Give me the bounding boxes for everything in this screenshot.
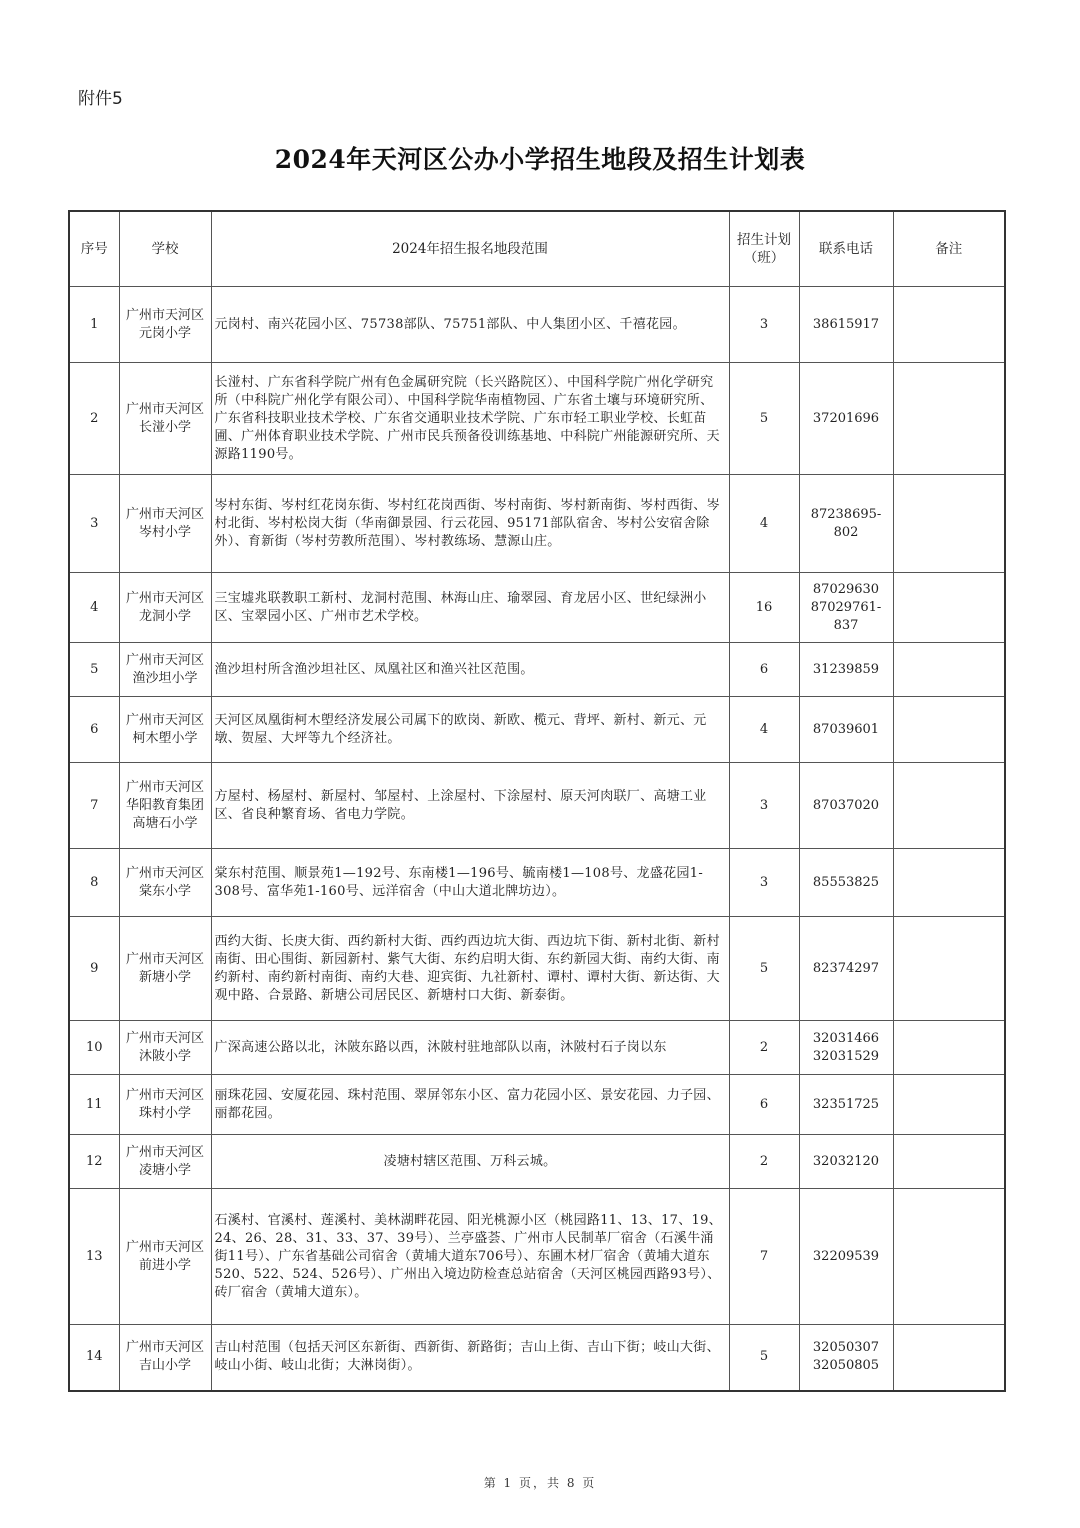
- table-row: [69, 763, 1005, 849]
- contact-phone: [799, 363, 893, 475]
- school-name-line1: 广州市天河区: [125, 1340, 204, 1356]
- remark: [893, 697, 1005, 763]
- table-row: [69, 1075, 1005, 1135]
- row-number: 12: [69, 1135, 119, 1189]
- phone-line-1: 31239859: [812, 661, 880, 677]
- phone-line-2: 32050805: [812, 1358, 880, 1374]
- phone-line-1: 32351725: [812, 1096, 880, 1112]
- class-plan: 5: [729, 917, 799, 1021]
- row-number: 9: [69, 917, 119, 1021]
- remark: [893, 763, 1005, 849]
- class-plan: 4: [729, 475, 799, 573]
- enrollment-range: 凌塘村辖区范围、万科云城。: [211, 1135, 729, 1189]
- header-no: 序号: [69, 211, 119, 287]
- row-number: 5: [69, 643, 119, 697]
- enrollment-range: 长湴村、广东省科学院广州有色金属研究院（长兴路院区）、中国科学院广州化学研究所（中科院广州化学有限公司）、中国科学院华南植物园、广东省土壤与环境研究所、广东省科技职业技术学校、广东省交通职业技术学院、广东市轻工职业学校、长虹苗圃、广州体育职业技术学院、广州市民兵预备役训练基地、中科院广州能源研究所、天源路1190号。: [211, 363, 729, 475]
- enrollment-range: 岑村东街、岑村红花岗东街、岑村红花岗西街、岑村南街、岑村新南街、岑村西街、岑村北街、岑村松岗大街（华南御景园、行云花园、95171部队宿舍、岑村公安宿舍除外）、育新街（岑村劳教所范围）、岑村教练场、慧源山庄。: [211, 475, 729, 573]
- school-name-line2: 前进小学: [138, 1257, 191, 1273]
- school-name: [119, 363, 211, 475]
- enrollment-range: 天河区凤凰街柯木塱经济发展公司属下的欧岗、新欧、榄元、背坪、新村、新元、元墩、贺屋、大坪等九个经济社。: [211, 697, 729, 763]
- school-name-line2: 岑村小学: [138, 524, 191, 540]
- row-number: 13: [69, 1189, 119, 1325]
- class-plan: 5: [729, 363, 799, 475]
- contact-phone: [799, 287, 893, 363]
- page-title: 2024年天河区公办小学招生地段及招生计划表: [274, 145, 806, 174]
- remark: [893, 287, 1005, 363]
- school-name-line1: 广州市天河区: [125, 506, 204, 522]
- class-plan: 7: [729, 1189, 799, 1325]
- table-row: [69, 287, 1005, 363]
- remark: [893, 917, 1005, 1021]
- phone-line-1: 38615917: [812, 316, 880, 332]
- school-name-line1: 广州市天河区: [125, 307, 204, 323]
- row-number: 11: [69, 1075, 119, 1135]
- row-number: 10: [69, 1021, 119, 1075]
- phone-line-1: 85553825: [812, 874, 880, 890]
- school-name: [119, 1021, 211, 1075]
- table-row: [69, 573, 1005, 643]
- enrollment-range: 石溪村、官溪村、莲溪村、美林湖畔花园、阳光桃源小区（桃园路11、13、17、19、24、26、28、31、33、37、39号）、兰亭盛荟、广州市人民制革厂宿舍（石溪牛涌街11号）、广东省基础公司宿舍（黄埔大道东706号）、东圃木材厂宿舍（黄埔大道东520、522、524、526号）、广州出入境边防检查总站宿舍（天河区桃园西路93号）、砖厂宿舍（黄埔大道东）。: [211, 1189, 729, 1325]
- school-name: [119, 763, 211, 849]
- contact-phone: [799, 697, 893, 763]
- enrollment-range: 丽珠花园、安厦花园、珠村范围、翠屏邻东小区、富力花园小区、景安花园、力子园、丽都花园。: [211, 1075, 729, 1135]
- row-number: 7: [69, 763, 119, 849]
- enrollment-plan-table: [68, 210, 1006, 1392]
- class-plan: 3: [729, 763, 799, 849]
- remark: [893, 475, 1005, 573]
- phone-line-1: 87029630: [812, 581, 880, 597]
- contact-phone: [799, 763, 893, 849]
- school-name: [119, 573, 211, 643]
- remark: [893, 1325, 1005, 1391]
- school-name: [119, 1135, 211, 1189]
- remark: [893, 849, 1005, 917]
- contact-phone: [799, 573, 893, 643]
- school-name-line1: 广州市天河区: [125, 1144, 204, 1160]
- remark: [893, 1135, 1005, 1189]
- enrollment-range: 吉山村范围（包括天河区东新街、西新街、新路街；吉山上街、吉山下街；岐山大街、岐山小街、岐山北街；大淋岗街）。: [211, 1325, 729, 1391]
- row-number: 4: [69, 573, 119, 643]
- school-name: [119, 1189, 211, 1325]
- remark: [893, 573, 1005, 643]
- class-plan: 2: [729, 1135, 799, 1189]
- phone-line-1: 82374297: [812, 960, 880, 976]
- remark: [893, 1021, 1005, 1075]
- phone-line-1: 87039601: [812, 721, 880, 737]
- contact-phone: [799, 917, 893, 1021]
- page-footer: 第 1 页，共 8 页: [483, 1476, 597, 1490]
- school-name-line2: 新塘小学: [138, 969, 191, 985]
- school-name-line2: 元岗小学: [138, 325, 191, 341]
- school-name-line1: 广州市天河区: [125, 779, 204, 795]
- table-row: [69, 1135, 1005, 1189]
- contact-phone: [799, 1075, 893, 1135]
- phone-line-1: 32209539: [812, 1248, 880, 1264]
- row-number: 2: [69, 363, 119, 475]
- header-remark: 备注: [893, 211, 1005, 287]
- row-number: 6: [69, 697, 119, 763]
- contact-phone: [799, 1325, 893, 1391]
- school-name-line1: 广州市天河区: [125, 652, 204, 668]
- class-plan: 2: [729, 1021, 799, 1075]
- table-header-row: [69, 211, 1005, 287]
- school-name-line2: 长湴小学: [138, 419, 191, 435]
- table-row: [69, 849, 1005, 917]
- header-plan-line2: （班）: [743, 250, 785, 266]
- class-plan: 3: [729, 849, 799, 917]
- table-row: [69, 697, 1005, 763]
- enrollment-range: 方屋村、杨屋村、新屋村、邹屋村、上涂屋村、下涂屋村、原天河肉联厂、高塘工业区、省良种繁育场、省电力学院。: [211, 763, 729, 849]
- header-plan: [729, 211, 799, 287]
- header-phone: 联系电话: [799, 211, 893, 287]
- table-row: [69, 1189, 1005, 1325]
- school-name-line2: 龙洞小学: [138, 608, 191, 624]
- school-name-line2: 棠东小学: [138, 883, 191, 899]
- remark: [893, 1075, 1005, 1135]
- school-name: [119, 475, 211, 573]
- enrollment-range: 三宝墟兆联教职工新村、龙洞村范围、林海山庄、瑜翠园、育龙居小区、世纪绿洲小区、宝翠园小区、广州市艺术学校。: [211, 573, 729, 643]
- contact-phone: [799, 1189, 893, 1325]
- school-name-line1: 广州市天河区: [125, 590, 204, 606]
- table-row: [69, 1325, 1005, 1391]
- school-name-line2: 华阳教育集团: [125, 797, 204, 813]
- row-number: 8: [69, 849, 119, 917]
- school-name-line2: 沐陂小学: [138, 1048, 191, 1064]
- row-number: 3: [69, 475, 119, 573]
- school-name-line1: 广州市天河区: [125, 1087, 204, 1103]
- school-name: [119, 1075, 211, 1135]
- phone-line-2: 87029761-837: [810, 599, 882, 633]
- school-name: [119, 287, 211, 363]
- school-name-line1: 广州市天河区: [125, 1030, 204, 1046]
- phone-line-1: 37201696: [812, 410, 880, 426]
- phone-line-1: 87037020: [812, 797, 880, 813]
- class-plan: 3: [729, 287, 799, 363]
- school-name: [119, 849, 211, 917]
- school-name-line2: 柯木塱小学: [132, 730, 198, 746]
- school-name-line2: 凌塘小学: [138, 1162, 191, 1178]
- contact-phone: [799, 1021, 893, 1075]
- school-name-line3: 高塘石小学: [132, 815, 198, 831]
- school-name-line2: 渔沙坦小学: [132, 670, 198, 686]
- enrollment-range: 元岗村、南兴花园小区、75738部队、75751部队、中人集团小区、千禧花园。: [211, 287, 729, 363]
- enrollment-range: 广深高速公路以北，沐陂东路以西，沐陂村驻地部队以南，沐陂村石子岗以东: [211, 1021, 729, 1075]
- enrollment-range: 棠东村范围、顺景苑1—192号、东南楼1—196号、毓南楼1—108号、龙盛花园1-308号、富华苑1-160号、远洋宿舍（中山大道北牌坊边）。: [211, 849, 729, 917]
- enrollment-range: 西约大街、长庚大街、西约新村大街、西约西边坑大街、西边坑下街、新村北街、新村南街、田心围街、新园新村、紫气大街、东约启明大街、东约新园大街、南约大街、南约新村、南约新村南街、南约大巷、迎宾街、九社新村、谭村、谭村大街、新达街、大观中路、合景路、新塘公司居民区、新塘村口大街、新泰街。: [211, 917, 729, 1021]
- school-name-line1: 广州市天河区: [125, 951, 204, 967]
- table-row: [69, 363, 1005, 475]
- table-row: [69, 643, 1005, 697]
- table-row: [69, 1021, 1005, 1075]
- school-name-line1: 广州市天河区: [125, 401, 204, 417]
- phone-line-1: 32031466: [812, 1030, 880, 1046]
- class-plan: 5: [729, 1325, 799, 1391]
- remark: [893, 643, 1005, 697]
- school-name-line1: 广州市天河区: [125, 712, 204, 728]
- attachment-label: 附件5: [78, 89, 123, 109]
- row-number: 14: [69, 1325, 119, 1391]
- school-name: [119, 1325, 211, 1391]
- school-name: [119, 697, 211, 763]
- phone-line-1: 32050307: [812, 1340, 880, 1356]
- school-name-line1: 广州市天河区: [125, 1239, 204, 1255]
- header-school: 学校: [119, 211, 211, 287]
- table-row: [69, 917, 1005, 1021]
- row-number: 1: [69, 287, 119, 363]
- enrollment-range: 渔沙坦村所含渔沙坦社区、凤凰社区和渔兴社区范围。: [211, 643, 729, 697]
- class-plan: 6: [729, 643, 799, 697]
- school-name-line2: 珠村小学: [138, 1105, 191, 1121]
- header-range: 2024年招生报名地段范围: [211, 211, 729, 287]
- class-plan: 6: [729, 1075, 799, 1135]
- contact-phone: [799, 643, 893, 697]
- remark: [893, 363, 1005, 475]
- contact-phone: [799, 475, 893, 573]
- phone-line-1: 87238695-802: [810, 506, 882, 540]
- school-name-line1: 广州市天河区: [125, 865, 204, 881]
- table-row: [69, 475, 1005, 573]
- class-plan: 16: [729, 573, 799, 643]
- contact-phone: [799, 849, 893, 917]
- school-name: [119, 917, 211, 1021]
- remark: [893, 1189, 1005, 1325]
- phone-line-2: 32031529: [812, 1048, 880, 1064]
- class-plan: 4: [729, 697, 799, 763]
- school-name-line2: 吉山小学: [138, 1358, 191, 1374]
- header-plan-line1: 招生计划: [737, 232, 791, 248]
- school-name: [119, 643, 211, 697]
- phone-line-1: 32032120: [812, 1153, 880, 1169]
- contact-phone: [799, 1135, 893, 1189]
